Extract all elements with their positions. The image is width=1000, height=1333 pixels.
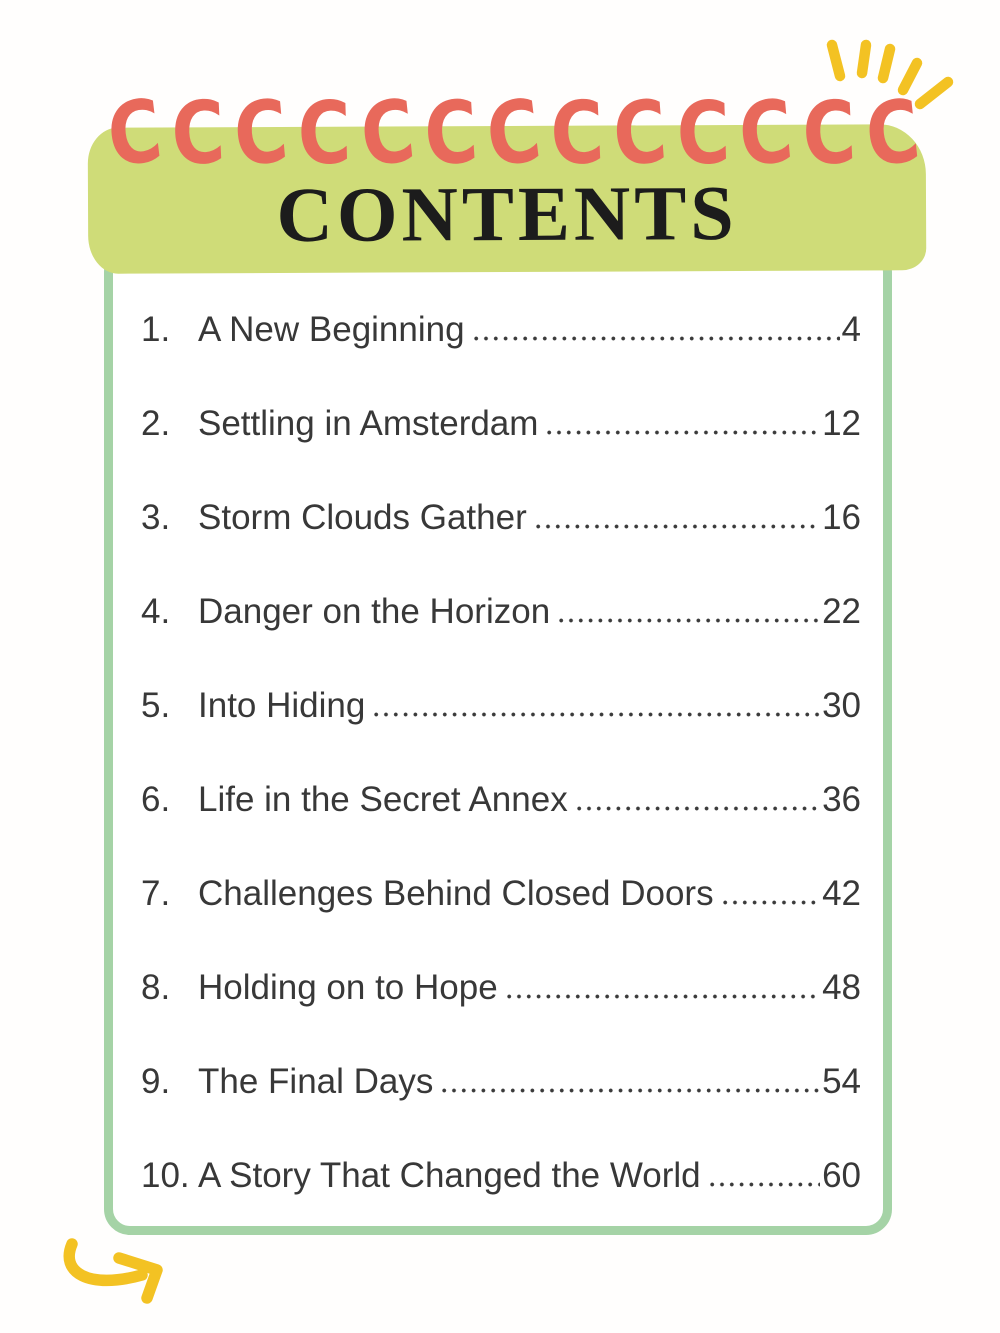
spiral-ring-icon: C — [675, 82, 732, 186]
toc-entry — [141, 1129, 861, 1223]
toc-entry-title: Into Hiding — [198, 686, 366, 725]
toc-entry-page: 4 — [841, 310, 861, 349]
toc-entry-number: 1. — [141, 310, 171, 349]
toc-entry — [141, 565, 861, 659]
dot-leader — [547, 430, 820, 435]
toc-entry — [141, 659, 861, 753]
spiral-ring-icon: C — [230, 81, 292, 188]
toc-entry-title: Settling in Amsterdam — [198, 404, 539, 443]
dot-leader — [474, 336, 840, 341]
toc-box — [104, 248, 892, 1235]
dot-leader — [710, 1182, 820, 1187]
spiral-ring-icon: C — [735, 81, 797, 188]
toc-entry — [141, 471, 861, 565]
spiral-ring-icon: C — [355, 80, 419, 188]
dot-leader — [442, 1088, 820, 1093]
dot-leader — [577, 806, 820, 811]
contents-banner — [88, 124, 927, 274]
toc-entry-page: 54 — [822, 1062, 861, 1101]
toc-entry-title: A Story That Changed the World — [198, 1156, 701, 1195]
toc-entry-number: 9. — [141, 1062, 171, 1101]
spiral-ring-icon: C — [609, 81, 671, 187]
toc-entry — [141, 753, 861, 847]
toc-entry-title: Challenges Behind Closed Doors — [198, 874, 714, 913]
dot-leader — [374, 712, 820, 717]
toc-entry-page: 60 — [822, 1156, 861, 1195]
toc-entry-page: 22 — [822, 592, 861, 631]
spiral-ring-icon: C — [421, 81, 481, 187]
toc-entry-title: A New Beginning — [198, 310, 465, 349]
toc-entry-title: Storm Clouds Gather — [198, 498, 527, 537]
dot-leader — [536, 524, 820, 529]
toc-entry-number: 2. — [141, 404, 171, 443]
sparkle-burst-icon — [816, 28, 956, 118]
curved-arrow-icon — [56, 1238, 186, 1308]
spiral-ring-icon: C — [102, 80, 167, 188]
toc-entry — [141, 941, 861, 1035]
toc-entry-page: 30 — [822, 686, 861, 725]
toc-entry-number: 8. — [141, 968, 171, 1007]
toc-entry-number: 7. — [141, 874, 171, 913]
toc-entry-number: 6. — [141, 780, 171, 819]
toc-entry-page: 48 — [822, 968, 861, 1007]
toc-entry — [141, 377, 861, 471]
dot-leader — [559, 618, 820, 623]
toc-entry-page: 42 — [822, 874, 861, 913]
toc-entry-title: Life in the Secret Annex — [198, 780, 568, 819]
toc-entry-page: 12 — [822, 404, 861, 443]
toc-entry-number: 5. — [141, 686, 171, 725]
dot-leader — [723, 900, 820, 905]
spiral-ring-icon: C — [548, 82, 606, 186]
toc-entry-title: Danger on the Horizon — [198, 592, 551, 631]
toc-entry-title: Holding on to Hope — [198, 968, 498, 1007]
toc-entry — [141, 283, 861, 377]
spiral-ring-icon: C — [800, 82, 859, 186]
spiral-ring-icon: C — [296, 82, 353, 186]
toc-entry-number: 10. — [141, 1156, 190, 1195]
toc-entry-title: The Final Days — [198, 1062, 434, 1101]
spiral-ring-icon: C — [860, 80, 924, 188]
toc-entry-page: 16 — [822, 498, 861, 537]
spiral-ring-icon: C — [481, 80, 546, 188]
toc-entry-number: 4. — [141, 592, 171, 631]
dot-leader — [507, 994, 820, 999]
toc-entry-page: 36 — [822, 780, 861, 819]
toc-entry — [141, 1035, 861, 1129]
toc-entry — [141, 847, 861, 941]
page-title: CONTENTS — [276, 168, 738, 259]
spiral-ring-icon: C — [169, 82, 228, 186]
toc-entry-number: 3. — [141, 498, 171, 537]
